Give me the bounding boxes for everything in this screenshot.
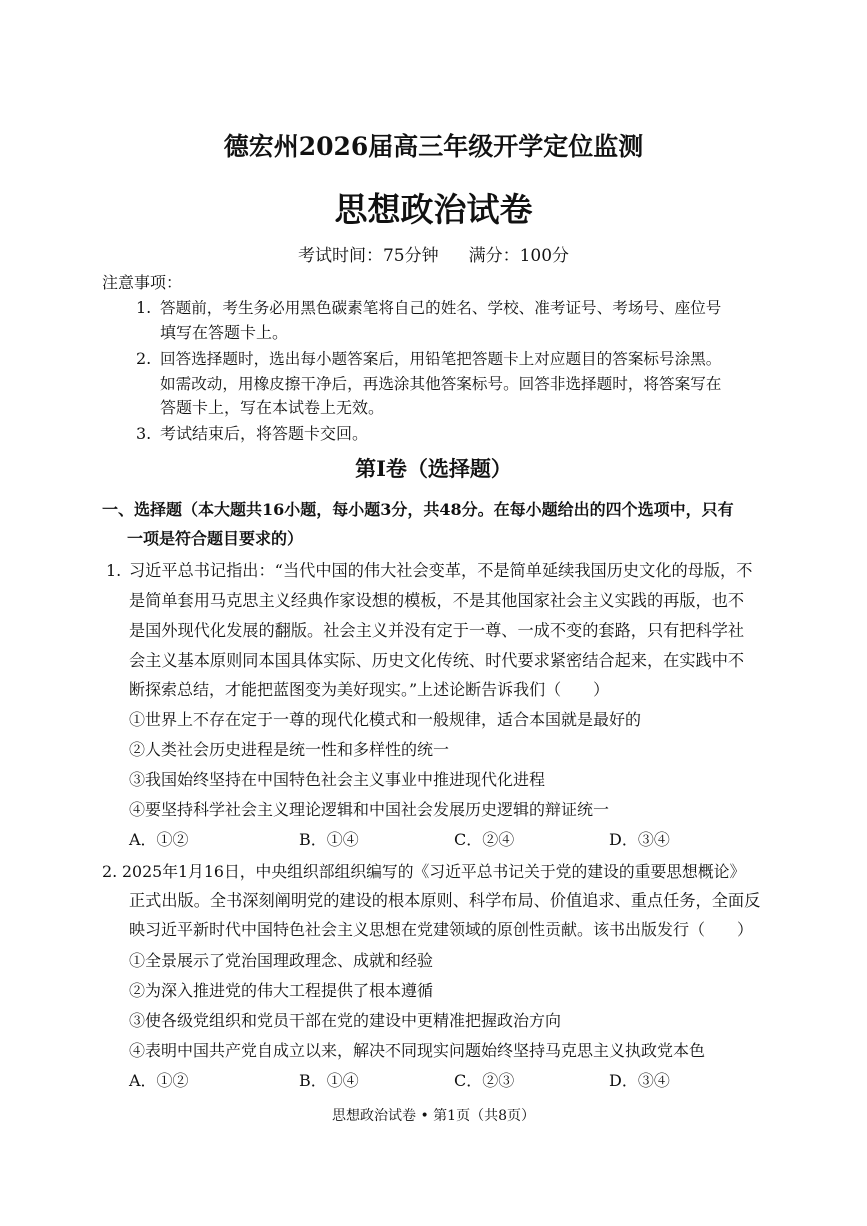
question-stem-line: 是简单套用马克思主义经典作家设想的模板，不是其他国家社会主义实践的再版，也不 bbox=[129, 591, 745, 610]
page-footer: 思想政治试卷 • 第1页（共8页） bbox=[332, 1108, 535, 1124]
question-stem-line: 是国外现代化发展的翻版。社会主义并没有定于一尊、一成不变的套路，只有把科学社 bbox=[129, 621, 745, 640]
exam-score: 满分：100分 bbox=[468, 246, 570, 266]
notice-heading: 注意事项： bbox=[102, 273, 183, 292]
question-stem-line: 会主义基本原则同本国具体实际、历史文化传统、时代要求紧密结合起来，在实践中不 bbox=[129, 651, 745, 670]
option-d: D．③④ bbox=[609, 830, 670, 849]
notice-item-line: 如需改动，用橡皮擦干净后，再选涂其他答案标号。回答非选择题时，将答案写在 bbox=[160, 375, 722, 393]
question-number: 2. bbox=[102, 862, 118, 881]
notice-item-num: 2. bbox=[136, 349, 152, 368]
option-c: C．②④ bbox=[454, 830, 515, 849]
part-instruction-line: 一、选择题（本大题共16小题，每小题3分，共48分。在每小题给出的四个选项中，只有 bbox=[102, 500, 734, 519]
question-stem-line: 习近平总书记指出：“当代中国的伟大社会变革，不是简单延续我国历史文化的母版，不 bbox=[129, 561, 753, 580]
notice-item-num: 1. bbox=[136, 298, 152, 317]
option-d: D．③④ bbox=[609, 1071, 670, 1090]
question-statement: ④要坚持科学社会主义理论逻辑和中国社会发展历史逻辑的辩证统一 bbox=[129, 800, 610, 819]
question-statement: ③我国始终坚持在中国特色社会主义事业中推进现代化进程 bbox=[129, 770, 546, 789]
subject-title: 思想政治试卷 bbox=[334, 190, 533, 229]
option-a: A．①② bbox=[129, 830, 189, 849]
option-b: B．①④ bbox=[299, 830, 359, 849]
part-instruction-line: 一项是符合题目要求的） bbox=[127, 529, 304, 548]
exam-title: 德宏州2026届高三年级开学定位监测 bbox=[223, 132, 644, 161]
notice-item-num: 3. bbox=[136, 424, 152, 443]
question-statement: ②人类社会历史进程是统一性和多样性的统一 bbox=[129, 740, 450, 759]
question-statement: ①世界上不存在定于一尊的现代化模式和一般规律，适合本国就是最好的 bbox=[129, 710, 642, 729]
notice-item-line: 填写在答题卡上。 bbox=[160, 323, 289, 342]
question-stem-line: 2025年1月16日，中央组织部组织编写的《习近平总书记关于党的建设的重要思想概论》 bbox=[122, 862, 746, 881]
notice-item-line: 答题前，考生务必用黑色碳素笔将自己的姓名、学校、准考证号、考场号、座位号 bbox=[160, 299, 722, 317]
section-title: 第Ⅰ卷（选择题） bbox=[355, 456, 512, 481]
option-b: B．①④ bbox=[299, 1071, 359, 1090]
question-number: 1. bbox=[106, 561, 122, 580]
notice-item-line: 考试结束后，将答题卡交回。 bbox=[160, 424, 369, 443]
question-statement: ②为深入推进党的伟大工程提供了根本遵循 bbox=[129, 981, 434, 1000]
option-a: A．①② bbox=[129, 1071, 189, 1090]
question-statement: ①全景展示了党治国理政理念、成就和经验 bbox=[129, 951, 434, 970]
exam-meta bbox=[0, 246, 867, 266]
option-c: C．②③ bbox=[454, 1071, 515, 1090]
question-statement: ③使各级党组织和党员干部在党的建设中更精准把握政治方向 bbox=[129, 1011, 562, 1030]
exam-time: 考试时间：75分钟 bbox=[297, 246, 439, 266]
question-stem-line: 映习近平新时代中国特色社会主义思想在党建领域的原创性贡献。该书出版发行（ ） bbox=[129, 920, 754, 939]
question-statement: ④表明中国共产党自成立以来，解决不同现实问题始终坚持马克思主义执政党本色 bbox=[129, 1041, 706, 1060]
notice-item-line: 答题卡上，写在本试卷上无效。 bbox=[160, 398, 385, 417]
notice-item-line: 回答选择题时，选出每小题答案后，用铅笔把答题卡上对应题目的答案标号涂黑。 bbox=[160, 350, 722, 368]
question-stem-line: 断探索总结，才能把蓝图变为美好现实。”上述论断告诉我们（ ） bbox=[129, 680, 610, 699]
question-stem-line: 正式出版。全书深刻阐明党的建设的根本原则、科学布局、价值追求、重点任务，全面反 bbox=[129, 891, 761, 910]
